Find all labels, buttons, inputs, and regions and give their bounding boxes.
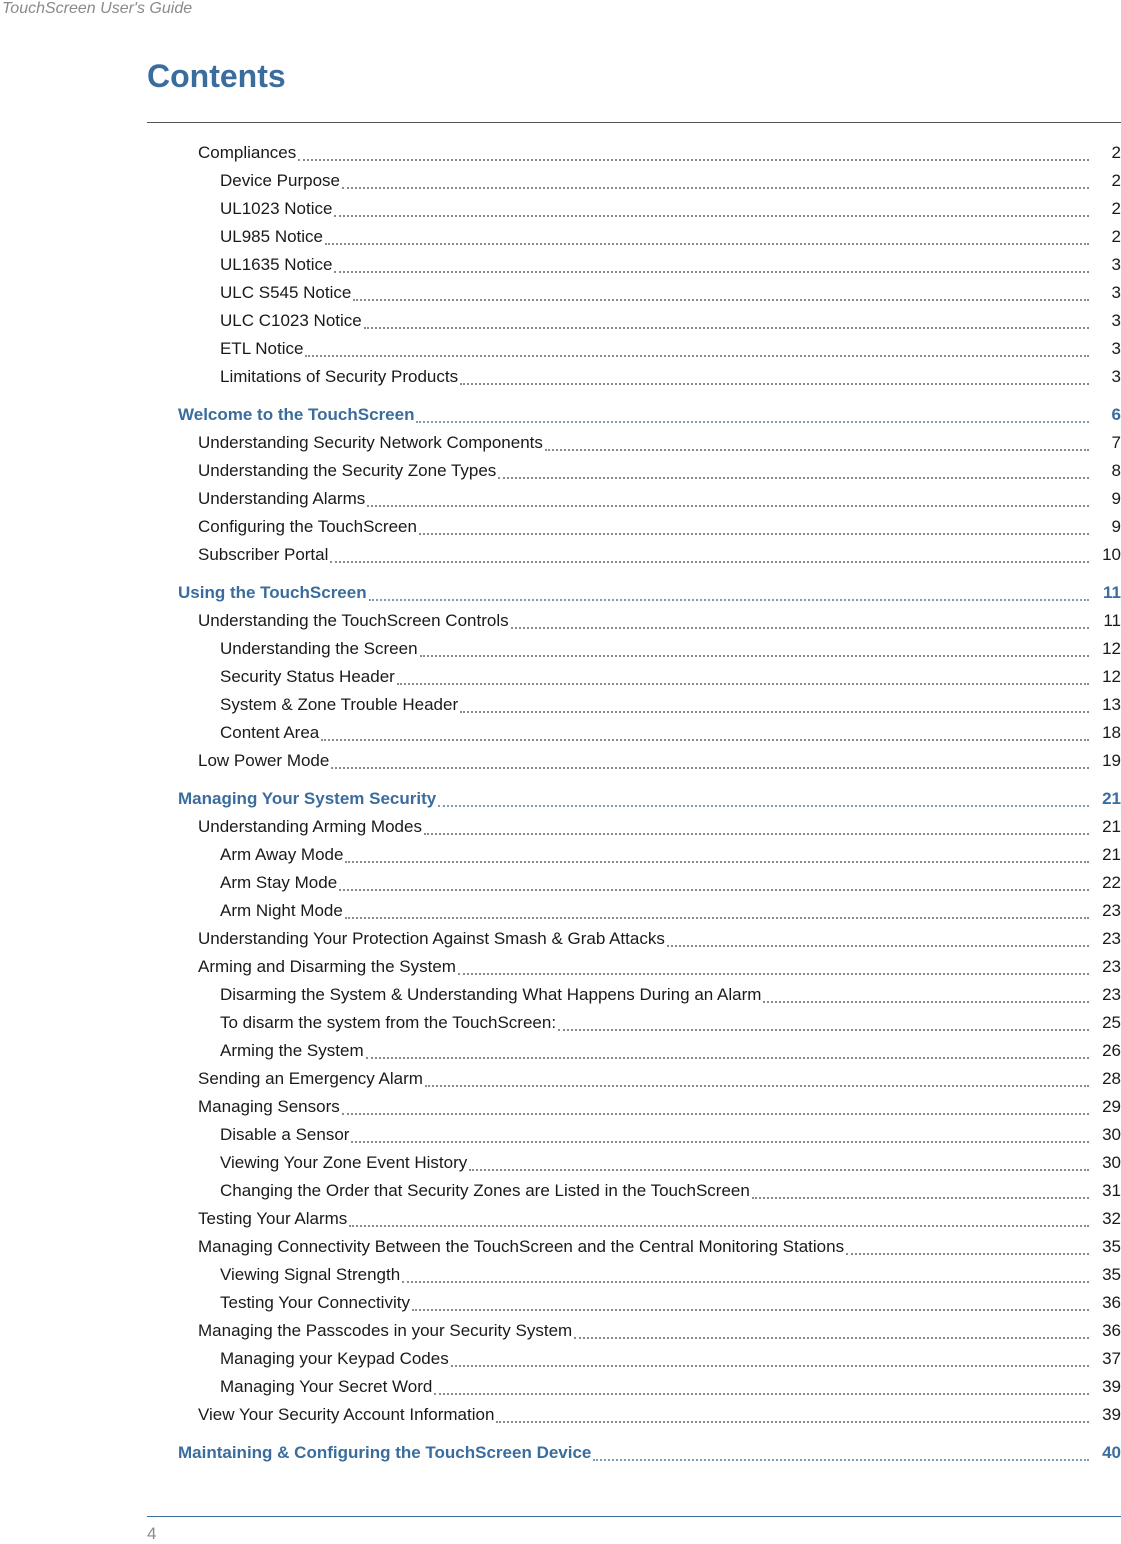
running-header: TouchScreen User's Guide bbox=[2, 0, 193, 17]
toc-entry[interactable] bbox=[0, 195, 1121, 223]
toc-entry-title: ETL Notice bbox=[220, 339, 304, 358]
toc-entry[interactable] bbox=[0, 485, 1121, 513]
dot-leader bbox=[593, 1453, 1089, 1461]
toc-entry-title: ULC S545 Notice bbox=[220, 283, 352, 302]
dot-leader bbox=[321, 733, 1089, 741]
toc-entry[interactable] bbox=[0, 691, 1121, 719]
toc-entry[interactable] bbox=[0, 279, 1121, 307]
toc-entry[interactable] bbox=[0, 429, 1121, 457]
toc-entry-page: 39 bbox=[1102, 1377, 1121, 1396]
toc-entry[interactable] bbox=[0, 363, 1121, 391]
dot-leader bbox=[402, 1275, 1089, 1283]
toc-entry-title: Understanding Alarms bbox=[198, 489, 366, 508]
toc-entry-title: Managing Connectivity Between the TouchScreen and the Central Monitoring Stations bbox=[198, 1237, 845, 1256]
toc-entry-page: 12 bbox=[1102, 667, 1121, 686]
dot-leader bbox=[369, 593, 1089, 601]
dot-leader bbox=[846, 1247, 1089, 1255]
dot-leader bbox=[351, 1135, 1089, 1143]
toc-entry-page: 10 bbox=[1102, 545, 1121, 564]
toc-entry-title: Understanding Your Protection Against Smash & Grab Attacks bbox=[198, 929, 665, 948]
toc-entry[interactable] bbox=[0, 897, 1121, 925]
toc-entry-page: 36 bbox=[1102, 1321, 1121, 1340]
dot-leader bbox=[460, 705, 1089, 713]
toc-entry-page: 7 bbox=[1111, 433, 1121, 452]
dot-leader bbox=[349, 1219, 1089, 1227]
toc-entry[interactable] bbox=[0, 1177, 1121, 1205]
page-title: Contents bbox=[147, 58, 286, 94]
toc-entry-page: 26 bbox=[1102, 1041, 1121, 1060]
dot-leader bbox=[305, 349, 1089, 357]
toc-entry[interactable] bbox=[0, 1233, 1121, 1261]
toc-entry-page: 18 bbox=[1102, 723, 1121, 742]
toc-entry-title: View Your Security Account Information bbox=[198, 1405, 495, 1424]
toc-entry[interactable] bbox=[0, 1289, 1121, 1317]
footer-page-number: 4 bbox=[147, 1524, 157, 1543]
toc-entry[interactable] bbox=[0, 981, 1121, 1009]
toc-entry[interactable] bbox=[0, 841, 1121, 869]
toc-entry-page: 23 bbox=[1102, 901, 1121, 920]
toc-entry-page: 28 bbox=[1102, 1069, 1121, 1088]
dot-leader bbox=[334, 265, 1089, 273]
toc-entry-page: 2 bbox=[1111, 199, 1121, 218]
dot-leader bbox=[353, 293, 1089, 301]
dot-leader bbox=[345, 911, 1089, 919]
dot-leader bbox=[460, 377, 1089, 385]
toc-entry[interactable] bbox=[0, 869, 1121, 897]
dot-leader bbox=[325, 237, 1089, 245]
toc-entry-page: 6 bbox=[1111, 405, 1121, 424]
toc-entry-page: 30 bbox=[1102, 1153, 1121, 1172]
toc-entry-title: Limitations of Security Products bbox=[220, 367, 459, 386]
toc-entry-title: System & Zone Trouble Header bbox=[220, 695, 459, 714]
toc-entry-page: 2 bbox=[1111, 227, 1121, 246]
toc-entry-page: 29 bbox=[1102, 1097, 1121, 1116]
toc-entry-title: Disable a Sensor bbox=[220, 1125, 350, 1144]
toc-entry-title: Compliances bbox=[198, 143, 297, 162]
toc-entry-title: Using the TouchScreen bbox=[178, 583, 367, 602]
toc-entry[interactable] bbox=[0, 223, 1121, 251]
dot-leader bbox=[397, 677, 1089, 685]
toc-entry-title: Managing Sensors bbox=[198, 1097, 340, 1116]
toc-entry[interactable] bbox=[0, 785, 1121, 813]
toc-entry-title: To disarm the system from the TouchScreen: bbox=[220, 1013, 557, 1032]
toc-entry[interactable] bbox=[0, 953, 1121, 981]
toc-entry[interactable] bbox=[0, 579, 1121, 607]
toc-entry-page: 9 bbox=[1111, 489, 1121, 508]
dot-leader bbox=[364, 321, 1089, 329]
toc-entry-page: 21 bbox=[1102, 845, 1121, 864]
dot-leader bbox=[339, 883, 1089, 891]
toc-entry[interactable] bbox=[0, 925, 1121, 953]
dot-leader bbox=[345, 855, 1089, 863]
toc-entry-page: 31 bbox=[1102, 1181, 1121, 1200]
dot-leader bbox=[511, 621, 1089, 629]
toc-entry-page: 11 bbox=[1103, 611, 1121, 630]
dot-leader bbox=[416, 415, 1089, 423]
dot-leader bbox=[412, 1303, 1089, 1311]
toc-entry-page: 19 bbox=[1102, 751, 1121, 770]
toc-entry-title: ULC C1023 Notice bbox=[220, 311, 362, 330]
toc-entry[interactable] bbox=[0, 719, 1121, 747]
toc-entry-page: 37 bbox=[1102, 1349, 1121, 1368]
dot-leader bbox=[469, 1163, 1089, 1171]
dot-leader bbox=[574, 1331, 1089, 1339]
toc-entry-title: UL985 Notice bbox=[220, 227, 324, 246]
toc-entry-page: 35 bbox=[1102, 1237, 1121, 1256]
toc-entry[interactable] bbox=[0, 1401, 1121, 1429]
toc-entry-title: Subscriber Portal bbox=[198, 545, 329, 564]
toc-entry[interactable] bbox=[0, 513, 1121, 541]
toc-entry-page: 40 bbox=[1102, 1443, 1121, 1462]
toc-entry-page: 30 bbox=[1102, 1125, 1121, 1144]
toc-entry-title: Changing the Order that Security Zones are Listed in the TouchScreen bbox=[220, 1181, 750, 1200]
toc-entry-title: Disarming the System & Understanding What Happens During an Alarm bbox=[220, 985, 762, 1004]
toc-entry-page: 13 bbox=[1102, 695, 1121, 714]
toc-entry-title: Content Area bbox=[220, 723, 320, 742]
toc-entry-title: Sending an Emergency Alarm bbox=[198, 1069, 423, 1088]
toc-entry[interactable] bbox=[0, 607, 1121, 635]
toc-entry-page: 21 bbox=[1102, 817, 1121, 836]
toc-entry-page: 9 bbox=[1111, 517, 1121, 536]
toc-entry-page: 3 bbox=[1111, 311, 1121, 330]
dot-leader bbox=[496, 1415, 1089, 1423]
toc-entry-page: 2 bbox=[1111, 143, 1121, 162]
toc-entry-title: Configuring the TouchScreen bbox=[198, 517, 417, 536]
toc-entry-page: 25 bbox=[1102, 1013, 1121, 1032]
toc-entry-title: Understanding the TouchScreen Controls bbox=[198, 611, 509, 630]
toc-entry-page: 23 bbox=[1102, 985, 1121, 1004]
toc-entry[interactable] bbox=[0, 635, 1121, 663]
toc-entry[interactable] bbox=[0, 1205, 1121, 1233]
toc-entry-page: 3 bbox=[1111, 255, 1121, 274]
toc-entry-page: 22 bbox=[1102, 873, 1121, 892]
toc-entry-page: 35 bbox=[1102, 1265, 1121, 1284]
toc-entry[interactable] bbox=[0, 813, 1121, 841]
toc-entry-page: 2 bbox=[1111, 171, 1121, 190]
toc-entry[interactable] bbox=[0, 1121, 1121, 1149]
toc-entry[interactable] bbox=[0, 401, 1121, 429]
toc-entry-page: 39 bbox=[1102, 1405, 1121, 1424]
toc-entry[interactable] bbox=[0, 663, 1121, 691]
toc-entry-title: Welcome to the TouchScreen bbox=[178, 405, 415, 424]
toc-entry-title: Arming and Disarming the System bbox=[198, 957, 456, 976]
dot-leader bbox=[330, 555, 1089, 563]
toc-entry-title: Viewing Your Zone Event History bbox=[220, 1153, 468, 1172]
toc-entry-title: Maintaining & Configuring the TouchScreen Device bbox=[178, 1443, 592, 1462]
toc-entry-title: Understanding the Screen bbox=[220, 639, 418, 658]
dot-leader bbox=[667, 939, 1089, 947]
dot-leader bbox=[334, 209, 1089, 217]
toc-entry-title: Arm Stay Mode bbox=[220, 873, 338, 892]
footer-divider bbox=[147, 1516, 1121, 1517]
toc-entry-title: Viewing Signal Strength bbox=[220, 1265, 401, 1284]
toc-entry-page: 12 bbox=[1102, 639, 1121, 658]
toc-entry-title: Device Purpose bbox=[220, 171, 341, 190]
dot-leader bbox=[424, 827, 1089, 835]
toc-entry-title: Understanding the Security Zone Types bbox=[198, 461, 497, 480]
dot-leader bbox=[342, 1107, 1089, 1115]
toc-entry[interactable] bbox=[0, 1317, 1121, 1345]
toc-entry-title: UL1023 Notice bbox=[220, 199, 333, 218]
dot-leader bbox=[420, 649, 1089, 657]
dot-leader bbox=[438, 799, 1089, 807]
dot-leader bbox=[451, 1359, 1089, 1367]
title-divider bbox=[147, 122, 1121, 123]
toc-entry[interactable] bbox=[0, 251, 1121, 279]
toc-entry-title: Security Status Header bbox=[220, 667, 395, 686]
toc-entry-page: 3 bbox=[1111, 283, 1121, 302]
dot-leader bbox=[434, 1387, 1089, 1395]
toc-entry[interactable] bbox=[0, 541, 1121, 569]
toc-entry-title: Managing the Passcodes in your Security System bbox=[198, 1321, 573, 1340]
toc-entry-title: Testing Your Connectivity bbox=[220, 1293, 410, 1312]
toc-entry[interactable] bbox=[0, 139, 1121, 167]
toc-entry[interactable] bbox=[0, 1065, 1121, 1093]
table-of-contents bbox=[0, 139, 1121, 1467]
toc-entry-page: 11 bbox=[1103, 583, 1121, 602]
toc-entry[interactable] bbox=[0, 747, 1121, 775]
toc-entry-page: 32 bbox=[1102, 1209, 1121, 1228]
toc-entry-page: 23 bbox=[1102, 929, 1121, 948]
dot-leader bbox=[545, 443, 1089, 451]
toc-entry[interactable] bbox=[0, 1345, 1121, 1373]
toc-entry-page: 3 bbox=[1111, 367, 1121, 386]
toc-entry-title: Arm Night Mode bbox=[220, 901, 343, 920]
dot-leader bbox=[498, 471, 1089, 479]
toc-entry-page: 8 bbox=[1111, 461, 1121, 480]
dot-leader bbox=[458, 967, 1089, 975]
toc-entry[interactable] bbox=[0, 335, 1121, 363]
toc-entry-title: Managing Your System Security bbox=[178, 789, 437, 808]
toc-entry[interactable] bbox=[0, 1037, 1121, 1065]
toc-entry-title: Managing Your Secret Word bbox=[220, 1377, 433, 1396]
toc-entry-page: 21 bbox=[1102, 789, 1121, 808]
toc-entry[interactable] bbox=[0, 1439, 1121, 1467]
toc-entry[interactable] bbox=[0, 1009, 1121, 1037]
dot-leader bbox=[298, 153, 1089, 161]
toc-entry-title: Arm Away Mode bbox=[220, 845, 344, 864]
toc-entry-title: UL1635 Notice bbox=[220, 255, 333, 274]
toc-entry-title: Arming the System bbox=[220, 1041, 364, 1060]
dot-leader bbox=[425, 1079, 1089, 1087]
toc-entry[interactable] bbox=[0, 1261, 1121, 1289]
dot-leader bbox=[763, 995, 1089, 1003]
dot-leader bbox=[342, 181, 1089, 189]
dot-leader bbox=[366, 1051, 1089, 1059]
toc-entry[interactable] bbox=[0, 307, 1121, 335]
toc-entry-page: 3 bbox=[1111, 339, 1121, 358]
dot-leader bbox=[367, 499, 1089, 507]
dot-leader bbox=[558, 1023, 1089, 1031]
toc-entry[interactable] bbox=[0, 167, 1121, 195]
toc-entry-title: Managing your Keypad Codes bbox=[220, 1349, 449, 1368]
toc-entry-title: Understanding Security Network Components bbox=[198, 433, 543, 452]
toc-entry-page: 36 bbox=[1102, 1293, 1121, 1312]
toc-entry-title: Low Power Mode bbox=[198, 751, 330, 770]
toc-entry[interactable] bbox=[0, 457, 1121, 485]
toc-entry-title: Understanding Arming Modes bbox=[198, 817, 422, 836]
toc-entry-page: 23 bbox=[1102, 957, 1121, 976]
toc-entry-title: Testing Your Alarms bbox=[198, 1209, 348, 1228]
toc-entry[interactable] bbox=[0, 1093, 1121, 1121]
toc-entry[interactable] bbox=[0, 1149, 1121, 1177]
toc-entry[interactable] bbox=[0, 1373, 1121, 1401]
dot-leader bbox=[419, 527, 1089, 535]
dot-leader bbox=[331, 761, 1089, 769]
dot-leader bbox=[752, 1191, 1089, 1199]
